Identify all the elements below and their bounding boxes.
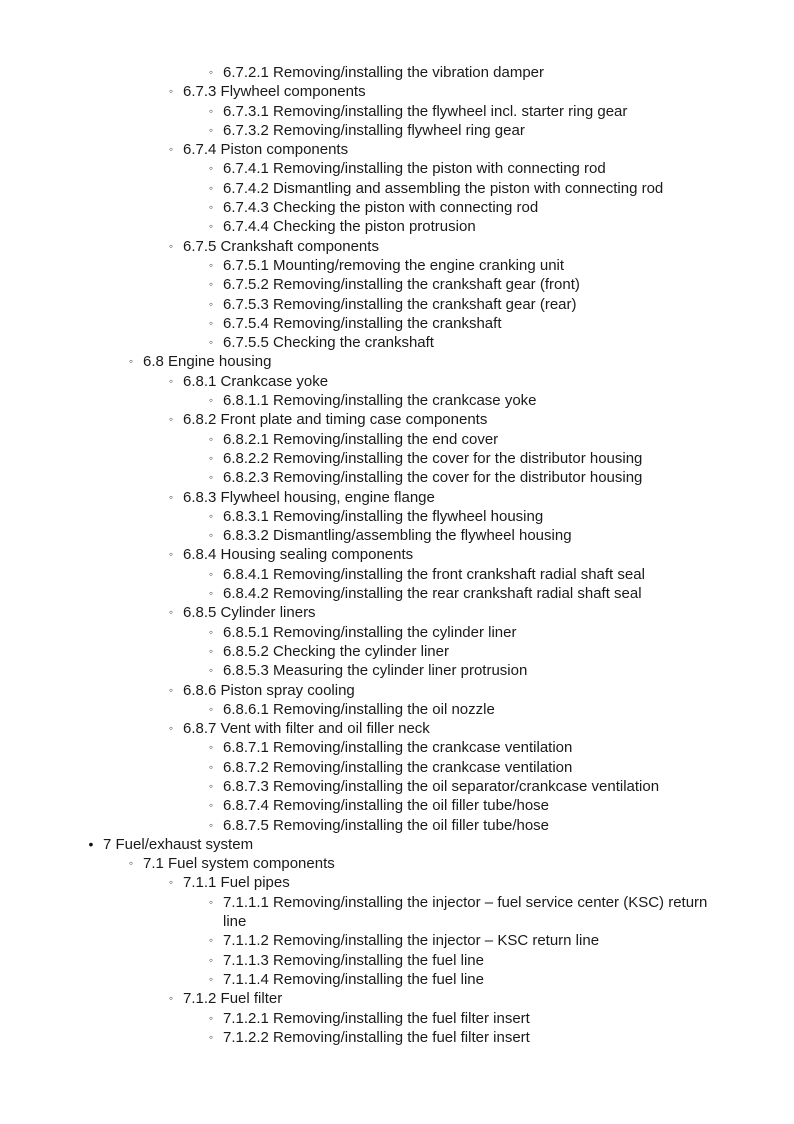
toc-entry-text: 7.1.2.2 Removing/installing the fuel filter insert [223, 1028, 530, 1046]
toc-entry-text: 6.8.2.1 Removing/installing the end cover [223, 430, 499, 448]
toc-entry-level-4[interactable] [0, 623, 794, 642]
bullet-icon: ◦ [168, 238, 174, 253]
toc-entry-text: 6.7.5.4 Removing/installing the crankshaft [223, 314, 502, 332]
bullet-icon: ◦ [208, 894, 214, 909]
toc-entry-level-3[interactable] [0, 410, 794, 429]
bullet-icon: ◦ [208, 778, 214, 793]
toc-entry-level-4[interactable] [0, 256, 794, 275]
toc-entry-level-4[interactable] [0, 661, 794, 680]
toc-entry-level-3[interactable] [0, 237, 794, 256]
toc-entry-level-4[interactable] [0, 931, 794, 950]
toc-entry-level-1[interactable] [0, 835, 794, 854]
bullet-icon: ◦ [208, 335, 214, 350]
bullet-icon: ◦ [208, 663, 214, 678]
toc-entry-text: 6.8.7 Vent with filter and oil filler neck [183, 720, 430, 738]
bullet-icon: ◦ [208, 566, 214, 581]
toc-entry-text: 6.7.4 Piston components [183, 141, 349, 159]
toc-entry-level-4[interactable] [0, 295, 794, 314]
bullet-icon: ◦ [208, 624, 214, 639]
toc-entry-text: 6.8.7.5 Removing/installing the oil filler tube/hose [223, 816, 550, 834]
bullet-icon: ◦ [168, 142, 174, 157]
bullet-icon: ◦ [208, 952, 214, 967]
toc-entry-level-4[interactable] [0, 893, 794, 932]
toc-entry-text: 6.7.5.1 Mounting/removing the engine cranking unit [223, 256, 565, 274]
toc-entry-text: 6.8.4.1 Removing/installing the front crankshaft radial shaft seal [223, 565, 645, 583]
toc-entry-text: 6.8.5.1 Removing/installing the cylinder liner [223, 623, 517, 641]
toc-entry-text: 7.1.1.4 Removing/installing the fuel line [223, 970, 484, 988]
bullet-icon: ◦ [168, 875, 174, 890]
bullet-icon: ◦ [168, 489, 174, 504]
toc-entry-level-3[interactable] [0, 603, 794, 622]
toc-entry-level-4[interactable] [0, 391, 794, 410]
bullet-icon: ◦ [168, 412, 174, 427]
toc-entry-text: 7.1.1.1 Removing/installing the injector – fuel service center (KSC) return line [223, 893, 708, 931]
bullet-icon: ◦ [208, 586, 214, 601]
toc-entry-text: 6.7.5.2 Removing/installing the crankshaft gear (front) [223, 276, 580, 294]
toc-entry-level-3[interactable] [0, 82, 794, 101]
toc-entry-text: 6.8.1.1 Removing/installing the crankcase yoke [223, 392, 537, 410]
toc-entry-level-3[interactable] [0, 545, 794, 564]
toc-entry-level-4[interactable] [0, 758, 794, 777]
bullet-icon: ◦ [208, 817, 214, 832]
toc-entry-level-3[interactable] [0, 488, 794, 507]
bullet-icon: ◦ [208, 1010, 214, 1025]
bullet-icon: • [88, 835, 94, 852]
bullet-icon: ◦ [208, 431, 214, 446]
bullet-icon: ◦ [208, 180, 214, 195]
bullet-icon: ◦ [168, 84, 174, 99]
toc-entry-text: 6.8.3.1 Removing/installing the flywheel housing [223, 507, 544, 525]
toc-entry-level-4[interactable] [0, 507, 794, 526]
toc-entry-text: 6.7.4.3 Checking the piston with connecting rod [223, 199, 539, 217]
bullet-icon: ◦ [208, 528, 214, 543]
toc-entry-text: 6.8.7.1 Removing/installing the crankcase ventilation [223, 739, 573, 757]
toc-entry-text: 6.7.2.1 Removing/installing the vibration damper [223, 64, 545, 81]
toc-entry-text: 6.7.5.3 Removing/installing the crankshaft gear (rear) [223, 295, 577, 313]
toc-entry-text: 6.8.7.4 Removing/installing the oil filler tube/hose [223, 797, 550, 815]
bullet-icon: ◦ [208, 65, 214, 79]
bullet-icon: ◦ [168, 373, 174, 388]
toc-entry-text: 7.1.1.2 Removing/installing the injector – KSC return line [223, 932, 600, 950]
bullet-icon: ◦ [208, 296, 214, 311]
toc-entry-text: 6.8.3.2 Dismantling/assembling the flywheel housing [223, 527, 572, 545]
toc-entry-level-4[interactable] [0, 970, 794, 989]
toc-entry-level-4[interactable] [0, 1028, 794, 1047]
bullet-icon: ◦ [208, 740, 214, 755]
toc-entry-level-3[interactable] [0, 989, 794, 1008]
toc-entry-text: 6.8.4.2 Removing/installing the rear crankshaft radial shaft seal [223, 585, 642, 603]
bullet-icon: ◦ [208, 933, 214, 948]
toc-entry-text: 6.8.5.2 Checking the cylinder liner [223, 642, 449, 660]
toc-entry-text: 6.7.5.5 Checking the crankshaft [223, 334, 434, 352]
bullet-icon: ◦ [168, 721, 174, 736]
bullet-icon: ◦ [168, 547, 174, 562]
bullet-icon: ◦ [208, 257, 214, 272]
bullet-icon: ◦ [208, 315, 214, 330]
toc-entry-text: 6.8.7.3 Removing/installing the oil separator/crankcase ventilation [223, 777, 660, 795]
toc-entry-level-4[interactable] [0, 449, 794, 468]
toc-entry-text: 6.8.2.2 Removing/installing the cover for the distributor housing [223, 449, 643, 467]
toc-entry-level-4[interactable] [0, 1009, 794, 1028]
bullet-icon: ◦ [208, 508, 214, 523]
toc-entry-text: 6.7.4.1 Removing/installing the piston with connecting rod [223, 160, 606, 178]
toc-entry-text: 6.8.6 Piston spray cooling [183, 681, 355, 699]
toc-entry-text: 7.1.2 Fuel filter [183, 990, 283, 1008]
toc-entry-level-4[interactable] [0, 565, 794, 584]
toc-entry-text: 6.8.5 Cylinder liners [183, 604, 316, 622]
toc-entry-text: 6.8.6.1 Removing/installing the oil nozzle [223, 700, 495, 718]
bullet-icon: ◦ [208, 759, 214, 774]
toc-entry-level-2[interactable] [0, 854, 794, 873]
toc-entry-text: 7.1.1 Fuel pipes [183, 874, 290, 892]
toc-entry-level-4[interactable] [0, 217, 794, 236]
bullet-icon: ◦ [128, 856, 134, 871]
toc-entry-text: 6.8.2 Front plate and timing case components [183, 411, 488, 429]
bullet-icon: ◦ [208, 1029, 214, 1044]
toc-entry-text: 7.1 Fuel system components [143, 855, 335, 873]
toc-entry-level-4[interactable] [0, 796, 794, 815]
toc-entry-text: 6.8 Engine housing [143, 353, 272, 371]
toc-entry-level-4[interactable] [0, 777, 794, 796]
bullet-icon: ◦ [208, 470, 214, 485]
bullet-icon: ◦ [208, 393, 214, 408]
toc-entry-level-4[interactable] [0, 63, 794, 82]
toc-entry-text: 6.8.1 Crankcase yoke [183, 372, 329, 390]
toc-entry-text: 7 Fuel/exhaust system [103, 835, 254, 853]
toc-entry-text: 6.8.4 Housing sealing components [183, 546, 414, 564]
toc-entry-level-4[interactable] [0, 951, 794, 970]
toc-entry-level-4[interactable] [0, 642, 794, 661]
toc-entry-level-4[interactable] [0, 430, 794, 449]
toc-entry-level-2[interactable] [0, 352, 794, 371]
bullet-icon: ◦ [208, 701, 214, 716]
toc-entry-level-4[interactable] [0, 314, 794, 333]
bullet-icon: ◦ [168, 682, 174, 697]
table-of-contents [0, 63, 794, 1047]
toc-entry-text: 6.8.5.3 Measuring the cylinder liner protrusion [223, 662, 528, 680]
toc-entry-text: 6.7.4.4 Checking the piston protrusion [223, 218, 476, 236]
toc-entry-level-4[interactable] [0, 179, 794, 198]
toc-entry-level-4[interactable] [0, 816, 794, 835]
bullet-icon: ◦ [208, 103, 214, 118]
bullet-icon: ◦ [208, 971, 214, 986]
toc-entry-text: 6.7.4.2 Dismantling and assembling the piston with connecting rod [223, 179, 664, 197]
toc-entry-text: 6.7.5 Crankshaft components [183, 237, 379, 255]
bullet-icon: ◦ [208, 200, 214, 215]
toc-entry-text: 6.7.3.1 Removing/installing the flywheel incl. starter ring gear [223, 102, 628, 120]
toc-entry-level-3[interactable] [0, 140, 794, 159]
toc-entry-level-4[interactable] [0, 584, 794, 603]
toc-entry-text: 6.7.3 Flywheel components [183, 83, 366, 101]
bullet-icon: ◦ [208, 798, 214, 813]
toc-entry-text: 7.1.1.3 Removing/installing the fuel line [223, 951, 484, 969]
toc-entry-level-3[interactable] [0, 719, 794, 738]
bullet-icon: ◦ [128, 354, 134, 369]
toc-entry-level-3[interactable] [0, 681, 794, 700]
toc-entry-level-4[interactable] [0, 159, 794, 178]
toc-entry-level-4[interactable] [0, 468, 794, 487]
toc-entry-text: 6.8.2.3 Removing/installing the cover for the distributor housing [223, 469, 643, 487]
toc-entry-level-4[interactable] [0, 275, 794, 294]
toc-entry-text: 6.8.3 Flywheel housing, engine flange [183, 488, 435, 506]
bullet-icon: ◦ [208, 450, 214, 465]
bullet-icon: ◦ [208, 277, 214, 292]
toc-entry-level-4[interactable] [0, 198, 794, 217]
toc-entry-text: 6.7.3.2 Removing/installing flywheel ring gear [223, 121, 525, 139]
toc-entry-level-4[interactable] [0, 333, 794, 352]
toc-entry-level-3[interactable] [0, 873, 794, 892]
toc-entry-level-4[interactable] [0, 526, 794, 545]
bullet-icon: ◦ [208, 643, 214, 658]
toc-entry-level-3[interactable] [0, 372, 794, 391]
bullet-icon: ◦ [208, 219, 214, 234]
bullet-icon: ◦ [168, 991, 174, 1006]
bullet-icon: ◦ [168, 605, 174, 620]
bullet-icon: ◦ [208, 161, 214, 176]
toc-entry-level-4[interactable] [0, 738, 794, 757]
toc-entry-level-4[interactable] [0, 102, 794, 121]
toc-entry-level-4[interactable] [0, 700, 794, 719]
bullet-icon: ◦ [208, 122, 214, 137]
toc-entry-text: 7.1.2.1 Removing/installing the fuel filter insert [223, 1009, 530, 1027]
toc-entry-level-4[interactable] [0, 121, 794, 140]
toc-entry-text: 6.8.7.2 Removing/installing the crankcase ventilation [223, 758, 573, 776]
